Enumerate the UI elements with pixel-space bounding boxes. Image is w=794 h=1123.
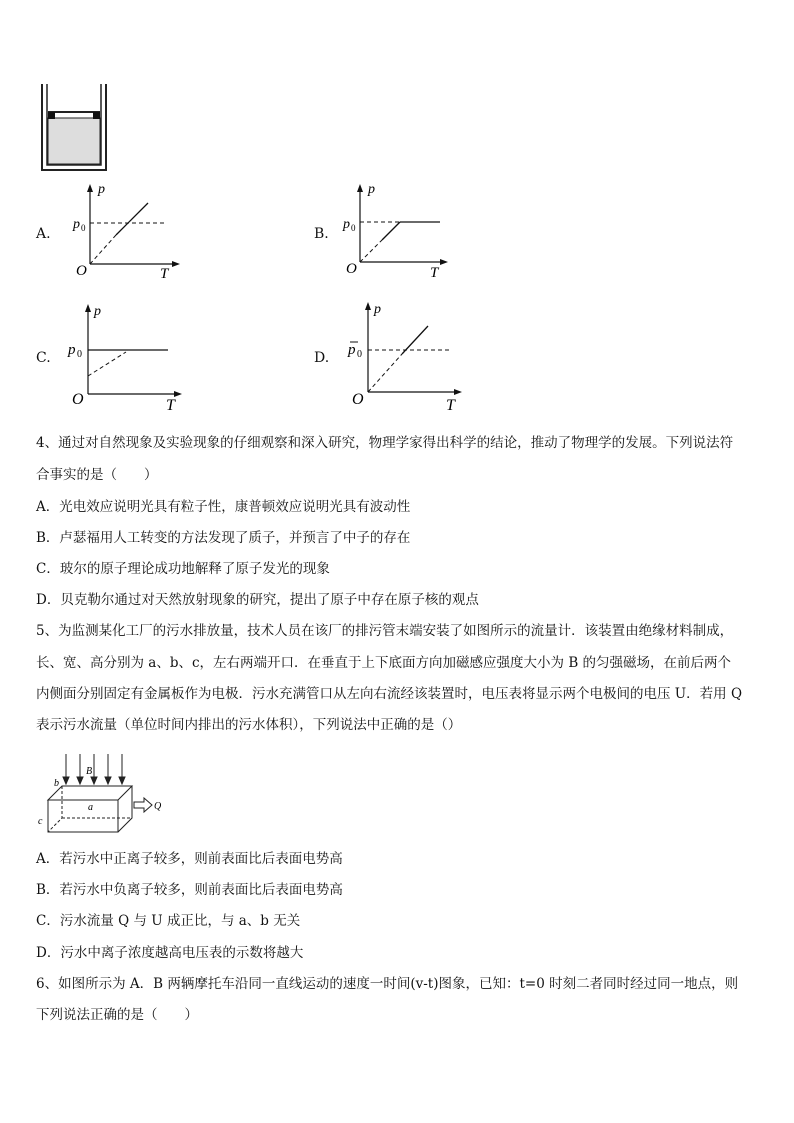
q5-option-b: B．若污水中负离子较多，则前表面比后表面电势高 [36,882,343,898]
cylinder-figure [38,82,112,174]
p0-subscript: 0 [81,223,86,233]
origin-label: O [76,263,87,279]
q5-option-a: A．若污水中正离子较多，则前表面比后表面电势高 [36,851,343,867]
graph-a [68,180,183,280]
origin-label: O [346,261,357,277]
origin-label: O [72,391,84,408]
origin-label: O [352,391,364,408]
option-d-letter: D. [314,350,330,366]
p0-subscript: 0 [351,223,356,233]
q5-option-d: D．污水中离子浓度越高电压表的示数将越大 [36,945,304,961]
t-axis-label: T [166,397,175,412]
q5-stem-line1: 5、为监测某化工厂的污水排放量，技术人员在该厂的排污管末端安装了如图所示的流量计．该装置由绝缘材料制成， [36,623,734,639]
graph-c [66,300,186,412]
p0-subscript: 0 [77,349,82,360]
t-axis-label: T [446,397,455,413]
q4-stem-line1: 4、通过对自然现象及实验现象的仔细观察和深入研究，物理学家得出科学的结论，推动了物理学的发展。下列说法符 [36,435,734,451]
t-axis-label: T [430,265,439,280]
label-Q-flow: Q [154,801,162,812]
q4-option-b: B．卢瑟福用人工转变的方法发现了质子，并预言了中子的存在 [36,530,411,546]
option-a-letter: A. [36,226,51,242]
label-B-field: B [86,766,93,777]
p0-label: p [73,217,80,232]
q4-stem-line2: 合事实的是（ ） [36,467,158,483]
q5-stem-line2: 长、宽、高分别为 a、b、c，左右两端开口．在垂直于上下底面方向加磁感应强度大小为 B 的匀强磁场，在前后两个 [36,655,732,671]
q5-stem-line3: 内侧面分别固定有金属板作为电极．污水充满管口从左向右流经该装置时，电压表将显示两个电极间的电压 U．若用 Q [36,686,743,702]
q6-stem-line1: 6、如图所示为 A．B 两辆摩托车沿同一直线运动的速度一时间(v-t)图象，已知：t=0 时刻二者同时经过同一地点，则 [36,976,739,992]
option-b-letter: B. [314,226,329,242]
graph-b [340,180,455,280]
q4-option-d: D．贝克勒尔通过对天然放射现象的研究，提出了原子中存在原子核的观点 [36,592,479,608]
p0-subscript: 0 [357,349,362,360]
q5-stem-line4: 表示污水流量（单位时间内排出的污水体积），下列说法中正确的是（） [36,717,462,733]
p0-label: p [68,342,76,358]
t-axis-label: T [160,266,169,280]
graph-d [346,298,466,413]
flowmeter-figure [36,750,166,840]
p-axis-label: p [94,304,101,319]
label-a-length: a [88,802,93,813]
q5-option-c: C．污水流量 Q 与 U 成正比，与 a、b 无关 [36,913,301,929]
p0-label: p [348,342,356,358]
q4-option-c: C．玻尔的原子理论成功地解释了原子发光的现象 [36,561,330,577]
label-c-height: c [38,816,43,827]
q4-option-a: A．光电效应说明光具有粒子性，康普顿效应说明光具有波动性 [36,499,411,515]
p0-label: p [343,217,350,232]
q6-stem-line2: 下列说法正确的是（ ） [36,1007,198,1023]
p-axis-label: p [98,182,105,197]
p-axis-label: p [368,182,375,197]
p-axis-label: p [374,302,381,317]
option-c-letter: C. [36,350,51,366]
label-b-width: b [54,778,59,789]
